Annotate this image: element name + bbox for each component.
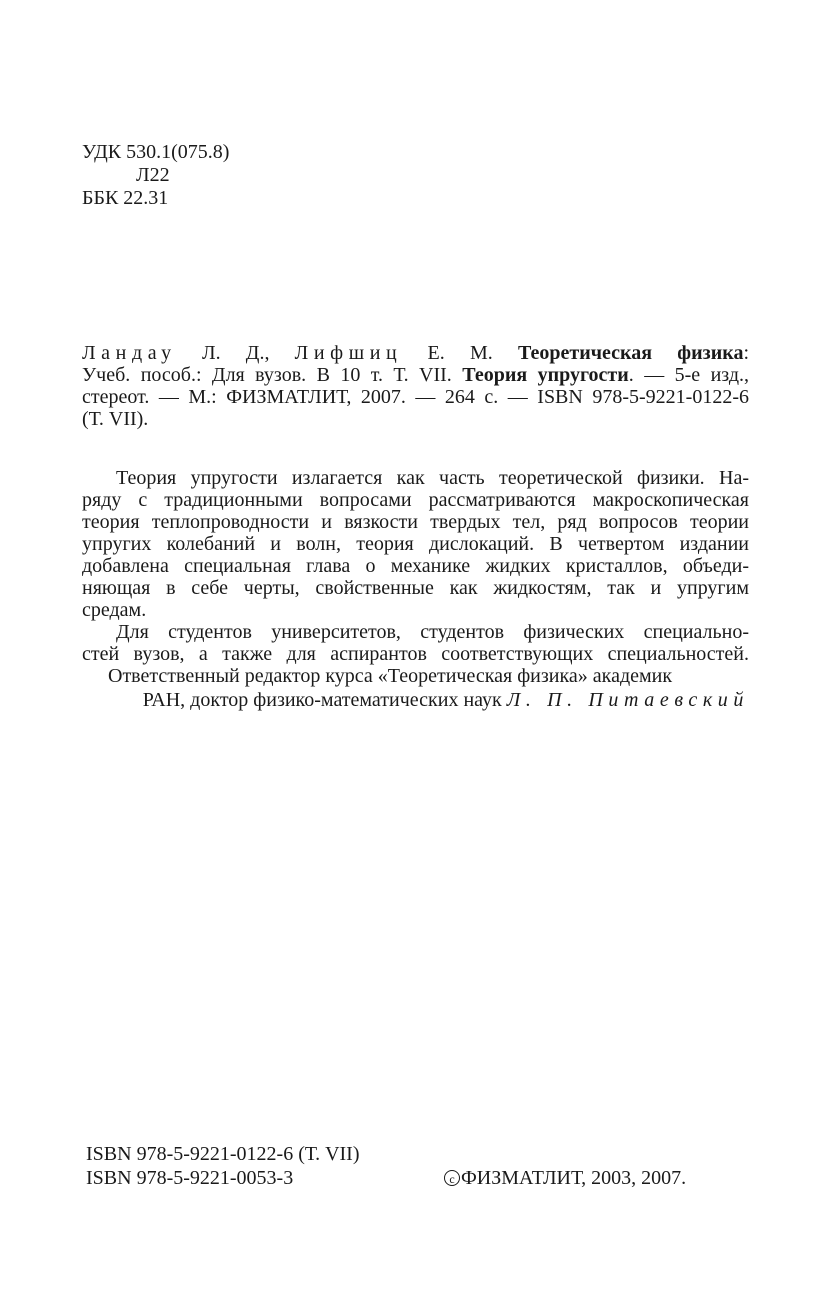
series-title: Теоретическая физика [517,342,744,364]
citation-prefix: Учеб. пособ.: Для вузов. В 10 т. Т. VII. [82,364,452,386]
copyright-notice [444,1166,686,1190]
title-colon: : [743,342,749,364]
copyright-icon: c [444,1170,460,1186]
isbn-volume: ISBN 978-5-9221-0122-6 (Т. VII) [86,1143,360,1165]
abstract [82,467,749,665]
udc-code: УДК 530.1(075.8) [82,141,230,163]
isbn-series: ISBN 978-5-9221-0053-3 [86,1167,294,1189]
audience-line: стей вузов, а также для аспирантов соответствующих специальностей. [82,643,749,665]
author-mark: Л22 [136,164,170,186]
editor-note [82,664,749,712]
bbk-code: ББК 22.31 [82,187,169,209]
abstract-line: няющая в себе черты, свойственные как жидкостям, так и упругим [82,577,749,599]
classification-block [82,141,229,210]
author-1-initials: Л. Д., [202,342,270,364]
editor-credentials: РАН, доктор физико-математических наук [142,689,502,711]
citation-line-4: (Т. VII). [82,408,149,430]
author-1-surname: Ландау [82,342,177,364]
volume-title: Теория упругости [462,364,629,386]
copyright-text: ФИЗМАТЛИТ, 2003, 2007. [461,1167,687,1189]
author-2-initials: Е. М. [427,342,493,364]
editor-name: Л. П. Питаевский [506,689,749,711]
edition-info: . — 5-е изд., [628,364,749,386]
citation-line-2 [82,364,749,386]
abstract-line: упругих колебаний и волн, теория дислокаций. В четвертом издании [82,533,749,555]
audience-line: Для студентов университетов, студентов физических специально- [116,621,749,643]
editor-line-1: Ответственный редактор курса «Теоретическая физика» академик [108,665,673,687]
abstract-line: добавлена специальная глава о механике жидких кристаллов, объеди- [82,555,749,577]
editor-line-2 [82,688,749,712]
isbn-block [86,1142,360,1190]
abstract-line: теория теплопроводности и вязкости твердых тел, ряд вопросов теории [82,511,749,533]
abstract-line: Теория упругости излагается как часть теоретической физики. На- [116,467,749,489]
bibliographic-citation [82,342,749,430]
author-2-surname: Лифшиц [294,342,403,364]
abstract-line: средам. [82,599,147,621]
abstract-line: ряду с традиционными вопросами рассматриваются макроскопическая [82,489,749,511]
citation-line-3: стереот. — М.: ФИЗМАТЛИТ, 2007. — 264 с. — ISBN 978-5-9221-0122-6 [82,386,749,408]
citation-line-1 [82,342,749,364]
